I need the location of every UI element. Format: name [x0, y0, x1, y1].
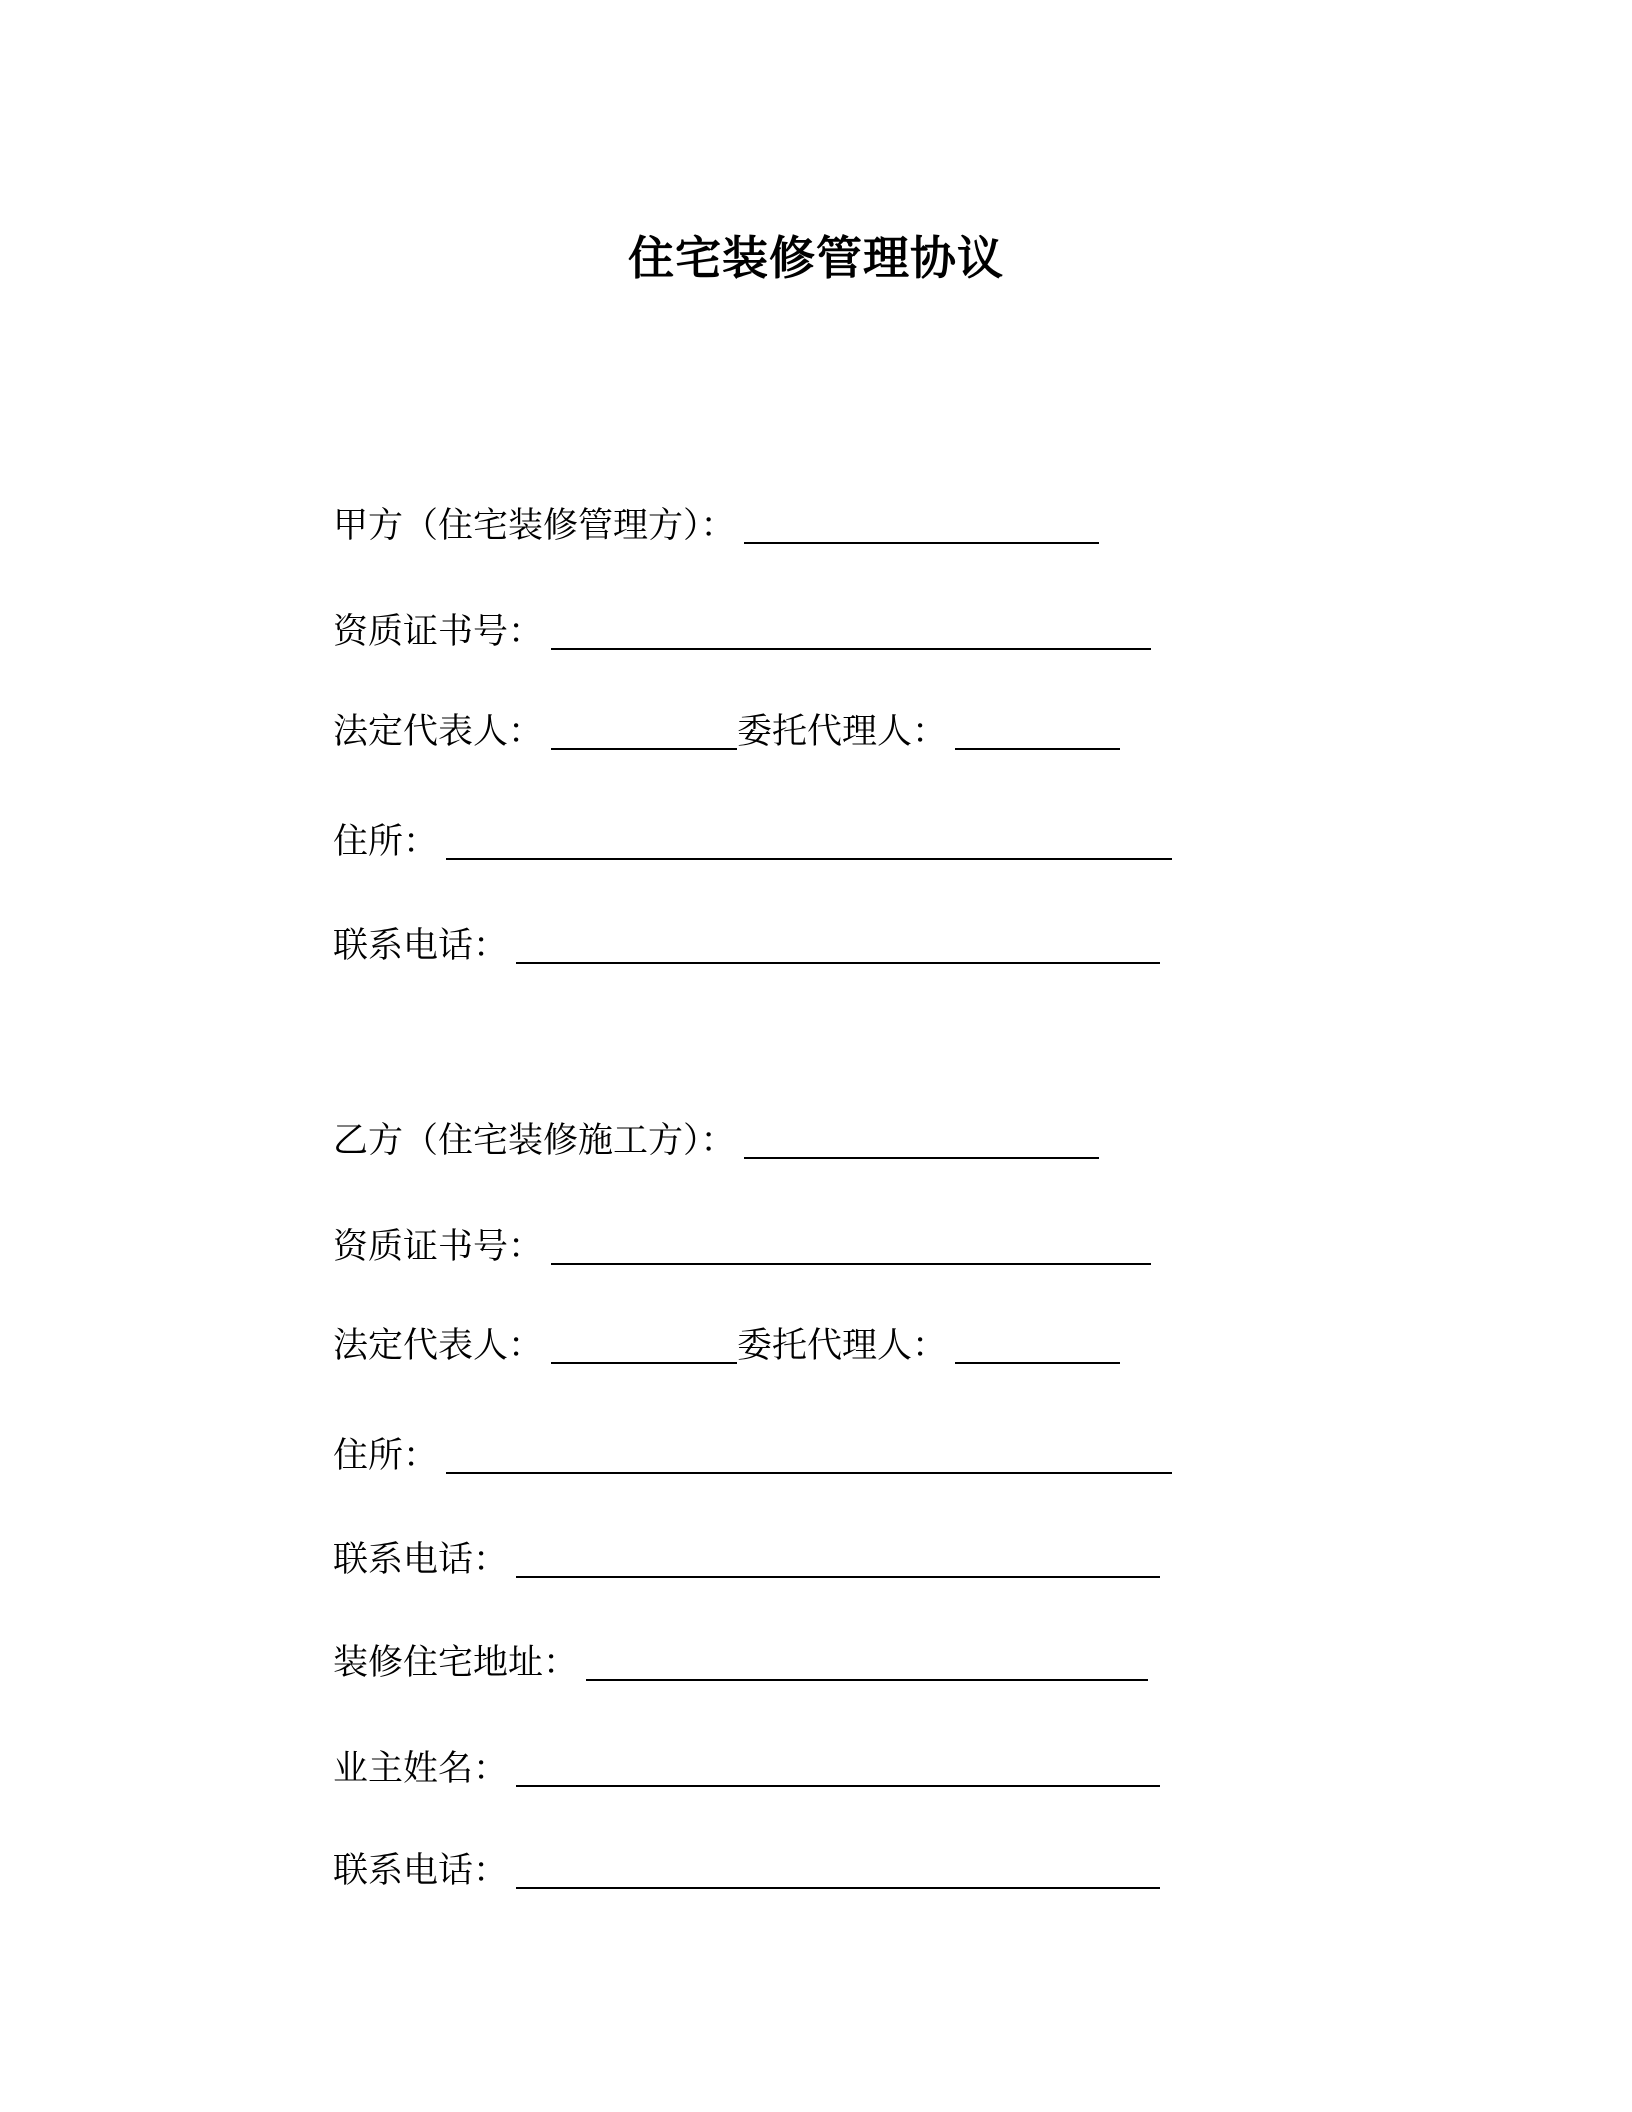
- party-b-phone-blank[interactable]: [516, 1546, 1160, 1578]
- party-a-address-line: [333, 814, 1172, 864]
- party-a-address-blank[interactable]: [446, 828, 1172, 860]
- party-a-phone-blank[interactable]: [516, 932, 1160, 964]
- party-b-address-line: [333, 1428, 1172, 1478]
- party-a-rep-line: [333, 704, 1120, 754]
- party-b-legal-rep-label: 法定代表人：: [333, 1326, 544, 1366]
- party-a-legal-rep-label: 法定代表人：: [333, 712, 544, 752]
- party-b-cert-label: 资质证书号：: [333, 1227, 544, 1267]
- owner-name-line: [333, 1741, 1160, 1791]
- party-b-agent-label: 委托代理人：: [737, 1326, 948, 1366]
- owner-name-label: 业主姓名：: [333, 1749, 509, 1789]
- document-title: 住宅装修管理协议: [628, 231, 1004, 285]
- party-b-header-label: 乙方（住宅装修施工方）：: [333, 1121, 736, 1161]
- party-b-phone-label: 联系电话：: [333, 1540, 509, 1580]
- party-a-cert-line: [333, 604, 1151, 654]
- owner-name-blank[interactable]: [516, 1755, 1160, 1787]
- party-a-cert-label: 资质证书号：: [333, 612, 544, 652]
- party-b-address-label: 住所：: [333, 1436, 439, 1476]
- party-a-header-label: 甲方（住宅装修管理方）：: [333, 506, 736, 546]
- party-b-header-line: [333, 1113, 1099, 1163]
- party-a-name-blank[interactable]: [744, 512, 1099, 544]
- party-a-cert-blank[interactable]: [551, 618, 1151, 650]
- party-a-address-label: 住所：: [333, 822, 439, 862]
- party-a-agent-blank[interactable]: [955, 718, 1120, 750]
- residence-address-label: 装修住宅地址：: [333, 1643, 579, 1683]
- party-b-legal-rep-blank[interactable]: [551, 1332, 737, 1364]
- owner-phone-line: [333, 1843, 1160, 1893]
- party-a-header-line: [333, 498, 1099, 548]
- residence-address-blank[interactable]: [586, 1649, 1148, 1681]
- party-a-phone-line: [333, 918, 1160, 968]
- party-b-phone-line: [333, 1532, 1160, 1582]
- party-b-cert-blank[interactable]: [551, 1233, 1151, 1265]
- party-a-legal-rep-blank[interactable]: [551, 718, 737, 750]
- party-b-cert-line: [333, 1219, 1151, 1269]
- residence-address-line: [333, 1635, 1148, 1685]
- owner-phone-label: 联系电话：: [333, 1851, 509, 1891]
- party-b-agent-blank[interactable]: [955, 1332, 1120, 1364]
- owner-phone-blank[interactable]: [516, 1857, 1160, 1889]
- party-b-name-blank[interactable]: [744, 1127, 1099, 1159]
- party-a-agent-label: 委托代理人：: [737, 712, 948, 752]
- party-a-phone-label: 联系电话：: [333, 926, 509, 966]
- party-b-address-blank[interactable]: [446, 1442, 1172, 1474]
- party-b-rep-line: [333, 1318, 1120, 1368]
